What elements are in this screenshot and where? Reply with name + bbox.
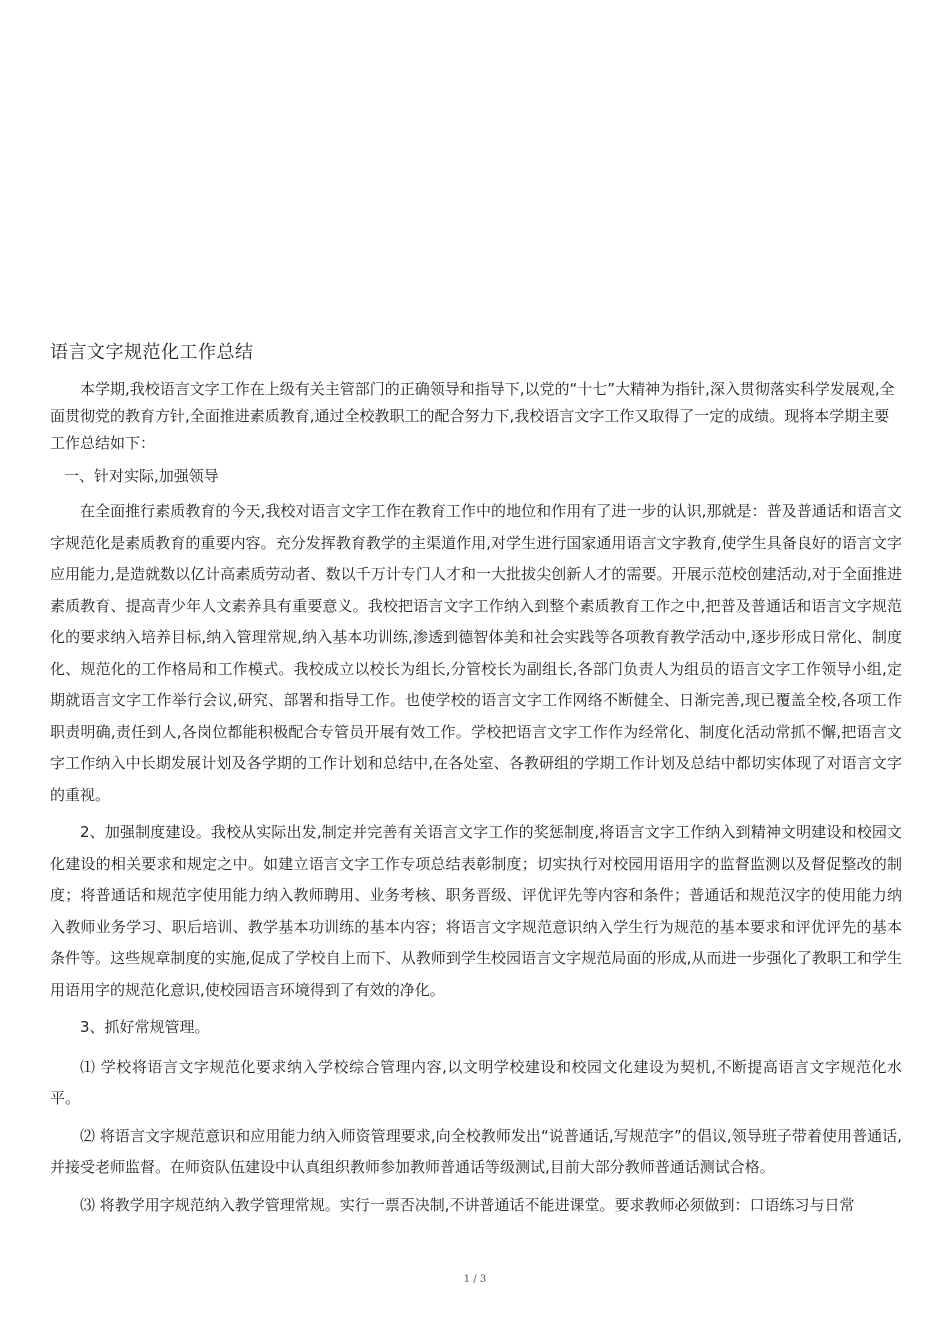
paragraph-item-3: ⑶ 将教学用字规范纳入教学管理常规。实行一票否决制,不讲普通话不能进课堂。要求教师必须做到：口语练习与日常 — [80, 1195, 855, 1214]
page-number: 1 / 3 — [463, 1274, 487, 1285]
page-title: 语言文字规范化工作总结 — [50, 342, 254, 363]
paragraph-management-heading: 3、抓好常规管理。 — [80, 1018, 210, 1036]
intro-paragraph: 本学期,我校语言文字工作在上级有关主管部门的正确领导和指导下,以党的“十七”大精神为指针,深入贯彻落实科学发展观,全面贯彻党的教育方针,全面推进素质教育,通过全校教职工的配合努力下,我校语言文字工作又取得了一定的成绩。现将本学期主要工作总结如下： — [50, 380, 895, 452]
body-text — [50, 496, 902, 1227]
paragraph-item-1: ⑴ 学校将语言文字规范化要求纳入学校综合管理内容,以文明学校建设和校园文化建设为契机,不断提高语言文字规范化水平。 — [50, 1057, 902, 1107]
paragraph-item-2: ⑵ 将语言文字规范意识和应用能力纳入师资管理要求,向全校教师发出“说普通话,写规范字”的倡议,领导班子带着使用普通话,并接受老师监督。在师资队伍建设中认真组织教师参加教师普通话等级测试,目前大部分教师普通话测试合格。 — [50, 1126, 902, 1176]
paragraph-leadership: 在全面推行素质教育的今天,我校对语言文字工作在教育工作中的地位和作用有了进一步的认识,那就是：普及普通话和语言文字规范化是素质教育的重要内容。充分发挥教育教学的主渠道作用,对学生进行国家通用语言文字教育,使学生具备良好的语言文字应用能力,是造就数以亿计高素质劳动者、数以千万计专门人才和一大批拔尖创新人才的需要。开展示范校创建活动,对于全面推进素质教育、提高青少年人文素养具有重要意义。我校把语言文字工作纳入到整个素质教育工作之中,把普及普通话和语言文字规范化的要求纳入培养目标,纳入管理常规,纳入基本功训练,渗透到德智体美和社会实践等各项教育教学活动中,逐步形成日常化、制度化、规范化的工作格局和工作模式。我校成立以校长为组长,分管校长为副组长,各部门负责人为组员的语言文字工作领导小组,定期就语言文字工作举行会议,研究、部署和指导工作。也使学校的语言文字工作网络不断健全、日渐完善,现已覆盖全校,各项工作职责明确,责任到人,各岗位都能积极配合专管员开展有效工作。学校把语言文字工作作为经常化、制度化活动常抓不懈,把语言文字工作纳入中长期发展计划及各学期的工作计划和总结中,在各处室、各教研组的学期工作计划及总结中都切实体现了对语言文字的重视。 — [50, 502, 902, 804]
section-heading: 一、针对实际,加强领导 — [64, 467, 219, 485]
paragraph-institution: 2、加强制度建设。我校从实际出发,制定并完善有关语言文字工作的奖惩制度,将语言文字工作纳入到精神文明建设和校园文化建设的相关要求和规定之中。如建立语言文字工作专项总结表彰制度；切实执行对校园用语用字的监督监测以及督促整改的制度；将普通话和规范字使用能力纳入教师聘用、业务考核、职务晋级、评优评先等内容和条件；普通话和规范汉字的使用能力纳入教师业务学习、职后培训、教学基本功训练的基本内容；将语言文字规范意识纳入学生行为规范的基本要求和评优评先的基本条件等。这些规章制度的实施,促成了学校自上而下、从教师到学生校园语言文字规范局面的形成,从而进一步强化了教职工和学生用语用字的规范化意识,使校园语言环境得到了有效的净化。 — [50, 823, 902, 999]
